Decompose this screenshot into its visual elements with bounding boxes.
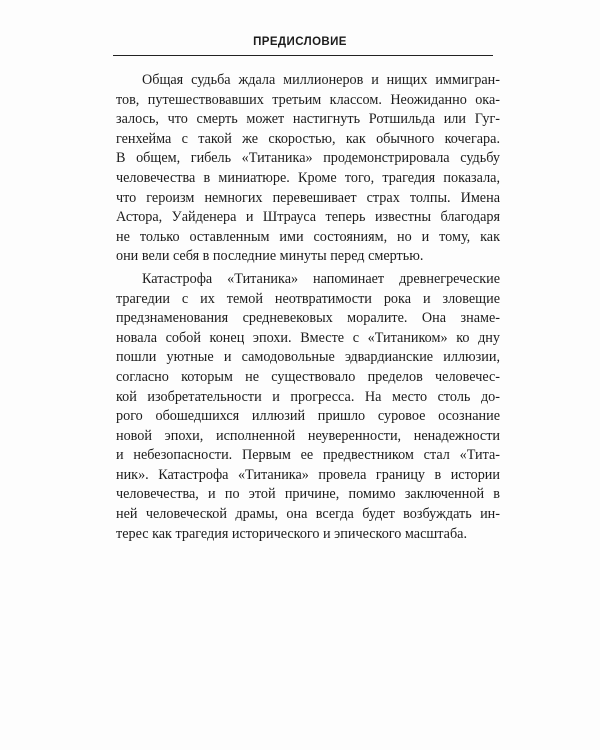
text-line: Астора, Уайденера и Штрауса теперь известны благодаря xyxy=(116,209,500,226)
paragraph xyxy=(116,71,500,267)
text-line: человечества в миниатюре. Кроме того, трагедия показала, xyxy=(116,169,500,186)
text-line: рого обошедшихся иллюзий пришло суровое осознание xyxy=(116,408,500,425)
text-line: новой эпохи, исполненной неуверенности, ненадежности xyxy=(116,427,500,444)
text-line: тов, путешествовавших третьим классом. Неожиданно ока- xyxy=(116,91,500,108)
text-line: ней человеческой драмы, она всегда будет возбуждать ин- xyxy=(116,506,500,523)
body-text xyxy=(116,71,500,544)
text-line: Катастрофа «Титаника» напоминает древнегреческие xyxy=(142,270,500,287)
text-line: залось, что смерть может настигнуть Ротшильда или Гуг- xyxy=(116,111,500,128)
header-rule xyxy=(113,55,493,56)
text-line: новала собой конец эпохи. Вместе с «Титаником» ко дну xyxy=(116,329,500,346)
text-line: предзнаменования средневековых моралите. Она знаме- xyxy=(116,310,500,327)
text-line: человечества, и по этой причине, помимо заключенной в xyxy=(116,486,500,503)
text-line: Общая судьба ждала миллионеров и нищих иммигран- xyxy=(142,72,500,88)
text-line: В общем, гибель «Титаника» продемонстрировала судьбу xyxy=(116,150,500,167)
text-line: они вели себя в последние минуты перед смертью. xyxy=(116,248,424,265)
text-line: пошли уютные и самодовольные эдвардианские иллюзии, xyxy=(116,349,500,366)
text-line: и небезопасности. Первым ее предвестником стал «Тита- xyxy=(116,447,500,464)
running-head-title: ПРЕДИСЛОВИЕ xyxy=(253,36,347,48)
text-line: кой изобретательности и прогресса. На место столь до- xyxy=(116,388,500,405)
paragraph xyxy=(116,270,500,544)
text-line: что героизм немногих перевешивает страх толпы. Имена xyxy=(116,189,500,206)
text-line: трагедии с их темой неотвратимости рока и зловещие xyxy=(116,290,500,307)
text-line: ник». Катастрофа «Титаника» провела границу в истории xyxy=(116,466,500,483)
text-line: генхейма с такой же скоростью, как обычного кочегара. xyxy=(116,130,500,147)
text-line: терес как трагедия исторического и эпического масштаба. xyxy=(116,525,468,542)
text-line: не только оставленным ими состояниям, но и тому, как xyxy=(116,228,500,245)
text-line: согласно которым не существовало пределов человечес- xyxy=(116,368,500,385)
